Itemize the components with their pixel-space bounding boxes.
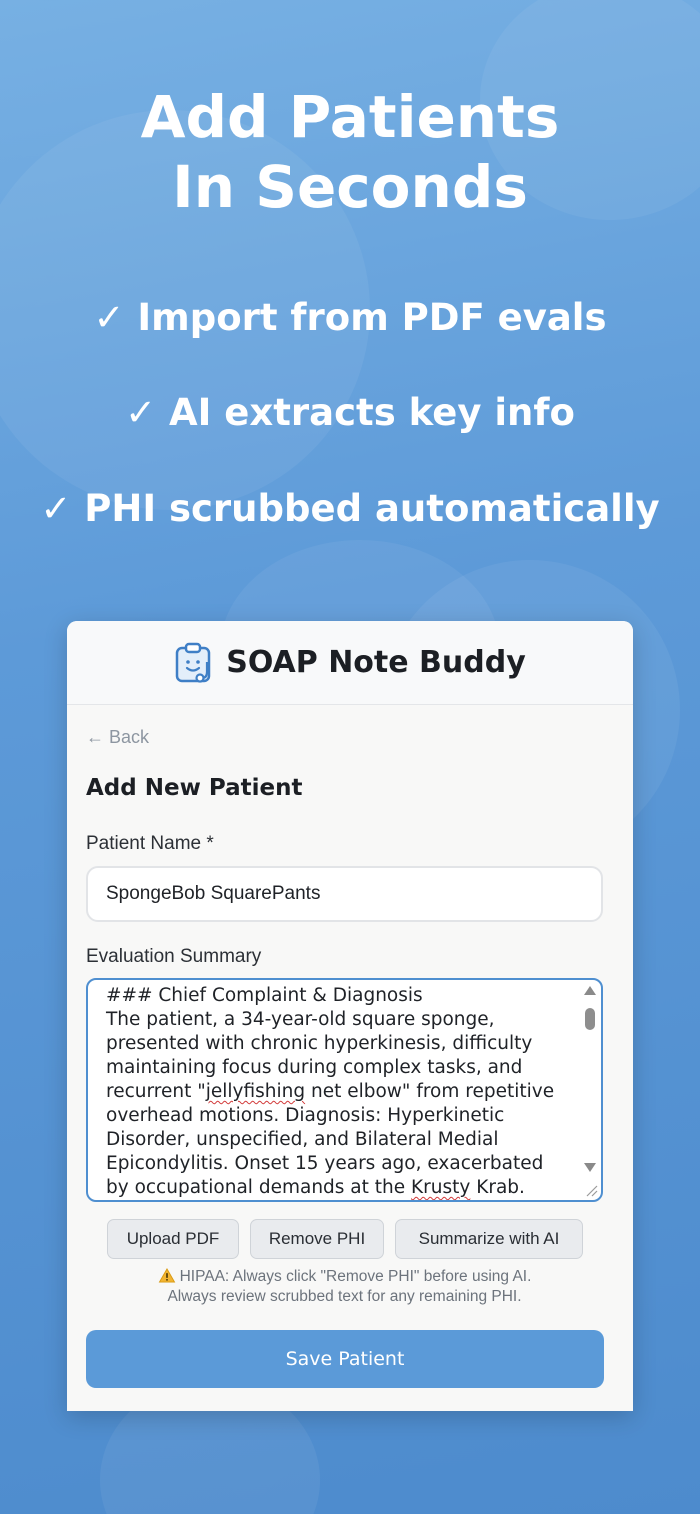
save-patient-button[interactable]: Save Patient [86, 1330, 604, 1388]
spellcheck-underline: jellyfishing [205, 1081, 306, 1102]
warning-icon [158, 1268, 176, 1283]
evaluation-summary-label: Evaluation Summary [86, 946, 262, 967]
app-header [67, 621, 633, 705]
hipaa-notice [86, 1267, 603, 1307]
scroll-up-arrow-icon[interactable] [584, 986, 596, 995]
app-title: SOAP Note Buddy [226, 645, 526, 680]
hipaa-line2: Always review scrubbed text for any remaining PHI. [167, 1288, 522, 1305]
upload-pdf-button[interactable]: Upload PDF [107, 1219, 239, 1259]
evaluation-summary-text: ### Chief Complaint & Diagnosis The patient, a 34-year-old square sponge, presented with chronic hyperkinesis, difficulty maintaining focus during complex tasks, and recurrent "jellyfishing net elbow" from repetitive overhead motions. Diagnosis: Hyperkinetic Disorder, unspecified, and Bilateral Medial Epicondylitis. Onset 15 years ago, exacerbated by occupational demands at the Krusty Krab. [106, 985, 555, 1198]
hero-title [0, 82, 700, 222]
evaluation-summary-textarea[interactable] [86, 978, 603, 1202]
resize-grip-icon[interactable] [584, 1183, 598, 1197]
summary-scrollbar[interactable] [583, 986, 597, 1172]
app-card [67, 621, 633, 1411]
scroll-down-arrow-icon[interactable] [584, 1163, 596, 1172]
patient-name-label: Patient Name * [86, 833, 214, 854]
hipaa-line1: HIPAA: Always click "Remove PHI" before using AI. [179, 1268, 532, 1285]
remove-phi-button[interactable]: Remove PHI [250, 1219, 384, 1259]
hero-title-line2: In Seconds [172, 153, 528, 221]
patient-name-input[interactable]: SpongeBob SquarePants [86, 866, 603, 922]
clipboard-stethoscope-icon [174, 642, 216, 684]
page-title: Add New Patient [86, 775, 303, 801]
spellcheck-underline: Krusty [411, 1177, 471, 1198]
feature-item: ✓ AI extracts key info [125, 391, 575, 434]
hero-title-line1: Add Patients [140, 83, 560, 151]
summarize-ai-button[interactable]: Summarize with AI [395, 1219, 583, 1259]
scroll-thumb[interactable] [585, 1008, 595, 1030]
action-buttons [107, 1219, 587, 1259]
feature-item: ✓ Import from PDF evals [93, 296, 607, 339]
back-link[interactable]: ← Back [86, 727, 150, 747]
feature-item: ✓ PHI scrubbed automatically [40, 487, 660, 530]
